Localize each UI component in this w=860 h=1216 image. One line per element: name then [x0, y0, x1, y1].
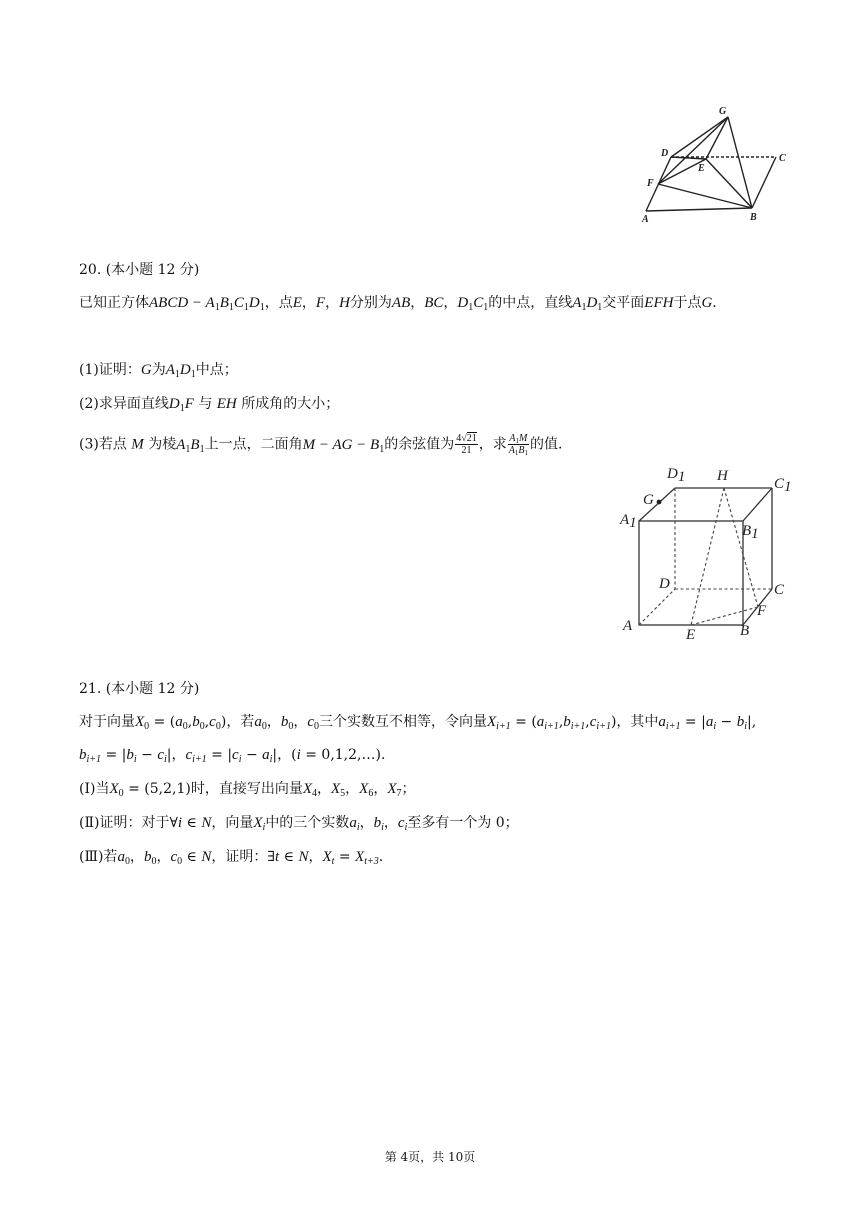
label-E: E [698, 163, 705, 174]
label-B: B [740, 623, 750, 639]
label-B: B [750, 212, 757, 223]
q20-part3: (3)若点 M 为棱$A_1B_1$上一点，二面角M − AG − $B_1$的余弦值为 $\frac{4√21}{21}$ ，求 $\frac{A_1M}{A_1B_1}$ 的值. [79, 433, 563, 457]
edge-GE [706, 117, 728, 159]
math-BC: BC [424, 295, 444, 311]
page-footer: 第 4页，共 10页 [384, 1150, 476, 1164]
figure-q20-svg [612, 456, 802, 646]
q21-stem-line2: $b_{i+1} = |b_i - c_i|$，$c_{i+1} = |c_i - a_i|$，(i = 0,1,2,…). [79, 747, 386, 765]
label-D: D [661, 148, 669, 159]
fraction-ratio: $\frac{A_1M}{A_1B_1}$ [508, 433, 528, 457]
label-C1: C1 [774, 476, 792, 495]
label-E: E [686, 627, 696, 643]
math-AB: AB [391, 295, 411, 311]
edge-B1C1 [743, 488, 772, 521]
math-F: F [315, 295, 326, 311]
q21-part3: (Ⅲ)若$a_0$，$b_0$，$c_0$ ∈ N，证明：∃t ∈ N，$X_t = X_{t+3}$. [79, 849, 384, 867]
math-E: E [292, 295, 302, 311]
edge-AB [646, 208, 752, 211]
label-D: D [659, 576, 670, 592]
segment-HE [691, 488, 724, 625]
math-H: H [339, 295, 350, 311]
q21-part2: (Ⅱ)证明：对于∀i ∈ N，向量$X_i$中的三个实数$a_i$，$b_i$，$c_i$至多有一个为 0； [79, 815, 519, 833]
label-C: C [779, 153, 786, 164]
label-D1: D1 [667, 466, 686, 485]
label-A: A [642, 214, 649, 224]
q21-stem-line1: 对于向量$X_0 = (a_0,b_0,c_0)$，若$a_0$，$b_0$，$c_0$三个实数互不相等，令向量$X_{i+1} = (a_{i+1},b_{i+1},c_{i+1})$，其中$a_{i+1} = |a_i - b_i|$, [79, 714, 757, 732]
label-G: G [719, 106, 727, 117]
label-C: C [774, 582, 785, 598]
math-A1D1: $A_1D_1$ [572, 295, 603, 313]
q21-heading: 21. (本小题 12 分) [79, 681, 200, 697]
edge-DG [671, 117, 728, 157]
label-G: G [643, 492, 654, 508]
edge-BC [752, 157, 776, 208]
math-EFH: EFH [644, 295, 674, 311]
text: ，点 [264, 295, 293, 311]
figure-q19-svg [636, 104, 786, 224]
q20-heading: 20. (本小题 12 分) [79, 262, 200, 278]
edge-FB [658, 184, 752, 208]
q20-stem: 已知正方体ABCD − $A_1B_1C_1D_1$，点E，F，H分别为AB，BC，$D_1C_1$的中点，直线$A_1D_1$交平面EFH于点G. [79, 295, 717, 313]
label-H: H [717, 468, 728, 484]
label-F: F [647, 178, 654, 189]
figure-q20 [612, 456, 802, 646]
math-D1C1: $D_1C_1$ [457, 295, 489, 313]
point-G [657, 500, 662, 505]
label-F: F [757, 603, 767, 619]
q20-part2: (2)求异面直线$D_1F$ 与 EH 所成角的大小； [79, 396, 340, 414]
edge-GF [658, 117, 728, 184]
label-A1: A1 [620, 512, 637, 531]
figure-q19 [636, 104, 786, 224]
edge-AD-hidden [639, 589, 675, 625]
q21-part1: (Ⅰ)当$X_0 = (5,2,1)$时，直接写出向量$X_4$，$X_5$，$X_6$，$X_7$； [79, 781, 416, 799]
q20-part1: (1)证明：G为$A_1D_1$中点； [79, 362, 238, 380]
label-A: A [623, 618, 633, 634]
label-B1: B1 [742, 523, 759, 542]
fraction-cos: $\frac{4√21}{21}$ [456, 433, 477, 456]
text: 已知正方体 [79, 295, 149, 311]
math-cube: ABCD − $A_1B_1C_1D_1$ [149, 295, 265, 313]
math-G: G [701, 295, 713, 311]
